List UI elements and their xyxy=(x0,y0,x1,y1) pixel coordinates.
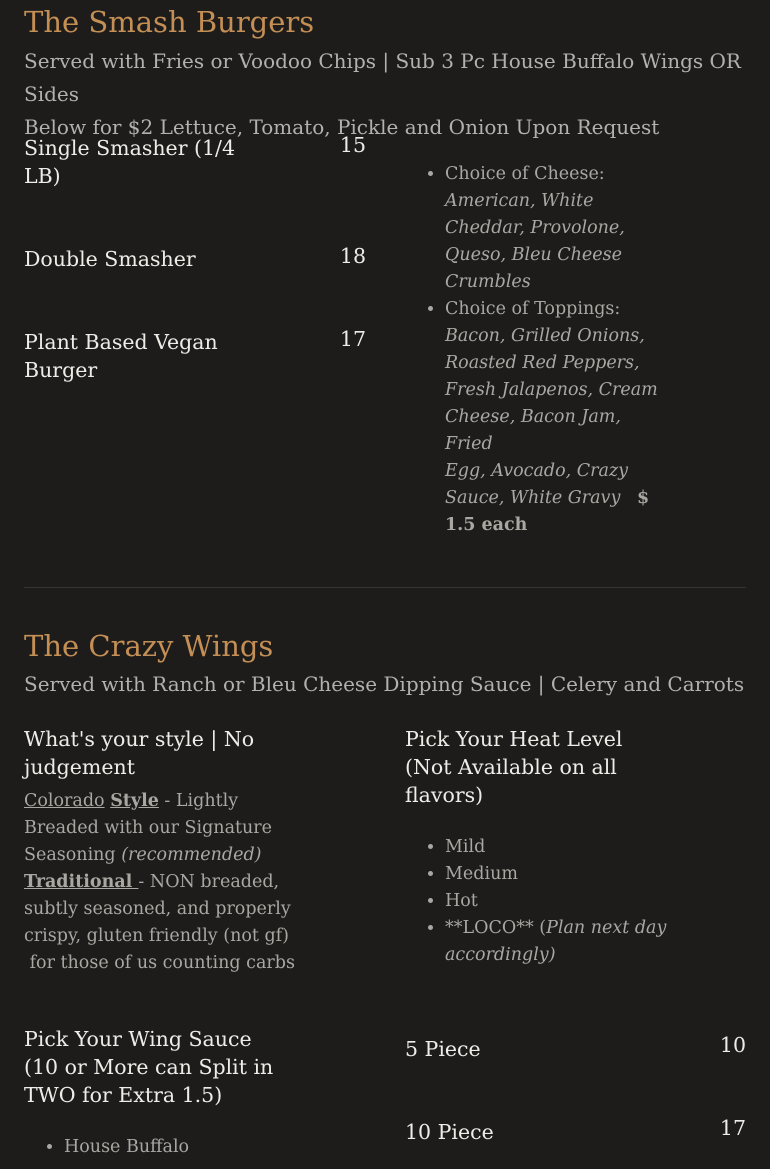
sauce-heading xyxy=(24,1025,284,1109)
item-price: 18 xyxy=(339,244,366,268)
menu-item-single-smasher xyxy=(24,134,244,190)
heat-level-item: • Medium xyxy=(445,861,684,888)
item-name-line: LB) xyxy=(24,164,61,188)
toppings-line: Cheese, Bacon Jam, Fried xyxy=(445,407,621,454)
item-name-line: Single Smasher (1/4 xyxy=(24,136,235,160)
desc-text: crispy, gluten friendly (not gf) xyxy=(24,926,289,946)
style-descriptions xyxy=(24,788,294,977)
cheese-line: American, White xyxy=(445,191,594,211)
heading-line: (10 or More can Split in xyxy=(24,1055,274,1079)
heading-line: What's your style | No xyxy=(24,727,255,751)
heat-level-item: • Hot xyxy=(445,888,684,915)
toppings-line: Bacon, Grilled Onions, xyxy=(445,326,645,346)
item-price: 15 xyxy=(339,133,366,157)
sauce-item: • House Buffalo xyxy=(64,1134,283,1161)
size-price: 10 xyxy=(719,1033,746,1057)
cheese-line: Cheddar, Provolone, xyxy=(445,218,625,238)
desc-text-line xyxy=(24,842,294,869)
toppings-line: Roasted Red Peppers, xyxy=(445,353,640,373)
heading-line: flavors) xyxy=(405,783,484,807)
cheese-option xyxy=(445,161,674,296)
heat-level-item-loco xyxy=(445,915,684,969)
sauce-list xyxy=(43,1134,283,1161)
colorado-link[interactable]: Colorado xyxy=(24,791,105,811)
style-link[interactable]: Style xyxy=(110,791,159,811)
colorado-style-line xyxy=(24,788,294,815)
loco-note: accordingly) xyxy=(445,945,556,965)
cheese-line: Queso, Bleu Cheese xyxy=(445,245,622,265)
heading-line: (Not Available on all xyxy=(405,755,617,779)
desc-text: for those of us counting carbs xyxy=(24,953,295,973)
item-price: 17 xyxy=(339,327,366,351)
loco-note: Plan next day xyxy=(546,918,667,938)
toppings-line: Egg, Avocado, Crazy xyxy=(445,461,629,481)
toppings-line: Fresh Jalapenos, Cream xyxy=(445,380,658,400)
desc-text: Seasoning xyxy=(24,845,122,865)
heading-line: judgement xyxy=(24,755,135,779)
style-heading xyxy=(24,725,284,781)
loco-label: **LOCO** ( xyxy=(445,918,547,938)
burgers-subtitle-line2: Below for $2 Lettuce, Tomato, Pickle and Onion Upon Request xyxy=(24,115,660,139)
heat-level-list xyxy=(424,834,684,969)
burger-options-list xyxy=(424,161,674,539)
item-name-line: Burger xyxy=(24,358,98,382)
heat-heading xyxy=(405,725,665,809)
item-name-line: Double Smasher xyxy=(24,247,196,271)
toppings-line: Sauce, White Gravy xyxy=(445,488,621,508)
heading-line: Pick Your Wing Sauce xyxy=(24,1027,252,1051)
menu-item-plant-based-burger xyxy=(24,328,244,384)
heading-line: TWO for Extra 1.5) xyxy=(24,1083,223,1107)
burgers-subtitle-line1: Served with Fries or Voodoo Chips | Sub 3 Pc House Buffalo Wings OR Sides xyxy=(24,49,741,106)
burgers-subtitle xyxy=(24,45,764,144)
desc-text: subtly seasoned, and properly xyxy=(24,899,291,919)
wings-subtitle: Served with Ranch or Bleu Cheese Dipping Sauce | Celery and Carrots xyxy=(24,672,745,696)
item-name-line: Plant Based Vegan xyxy=(24,330,218,354)
traditional-link[interactable]: Traditional xyxy=(24,872,139,892)
size-price: 17 xyxy=(719,1116,746,1140)
size-name: 5 Piece xyxy=(405,1037,481,1061)
cheese-line: Crumbles xyxy=(445,272,531,292)
heat-level-item: • Mild xyxy=(445,834,684,861)
traditional-line xyxy=(24,869,294,896)
cheese-label: Choice of Cheese: xyxy=(445,164,605,184)
desc-text: - NON breaded, xyxy=(138,872,280,892)
section-title-wings: The Crazy Wings xyxy=(24,629,274,663)
size-name: 10 Piece xyxy=(405,1120,494,1144)
section-title-burgers: The Smash Burgers xyxy=(24,5,315,39)
toppings-dollar: $ xyxy=(637,488,650,508)
toppings-label: Choice of Toppings: xyxy=(445,299,621,319)
desc-text: Breaded with our Signature xyxy=(24,818,273,838)
desc-text: - Lightly xyxy=(158,791,239,811)
toppings-option xyxy=(445,296,674,539)
toppings-price: 1.5 each xyxy=(445,515,528,535)
menu-item-double-smasher xyxy=(24,245,244,273)
recommended-note: (recommended) xyxy=(121,845,262,865)
section-divider xyxy=(24,587,746,588)
heading-line: Pick Your Heat Level xyxy=(405,727,623,751)
